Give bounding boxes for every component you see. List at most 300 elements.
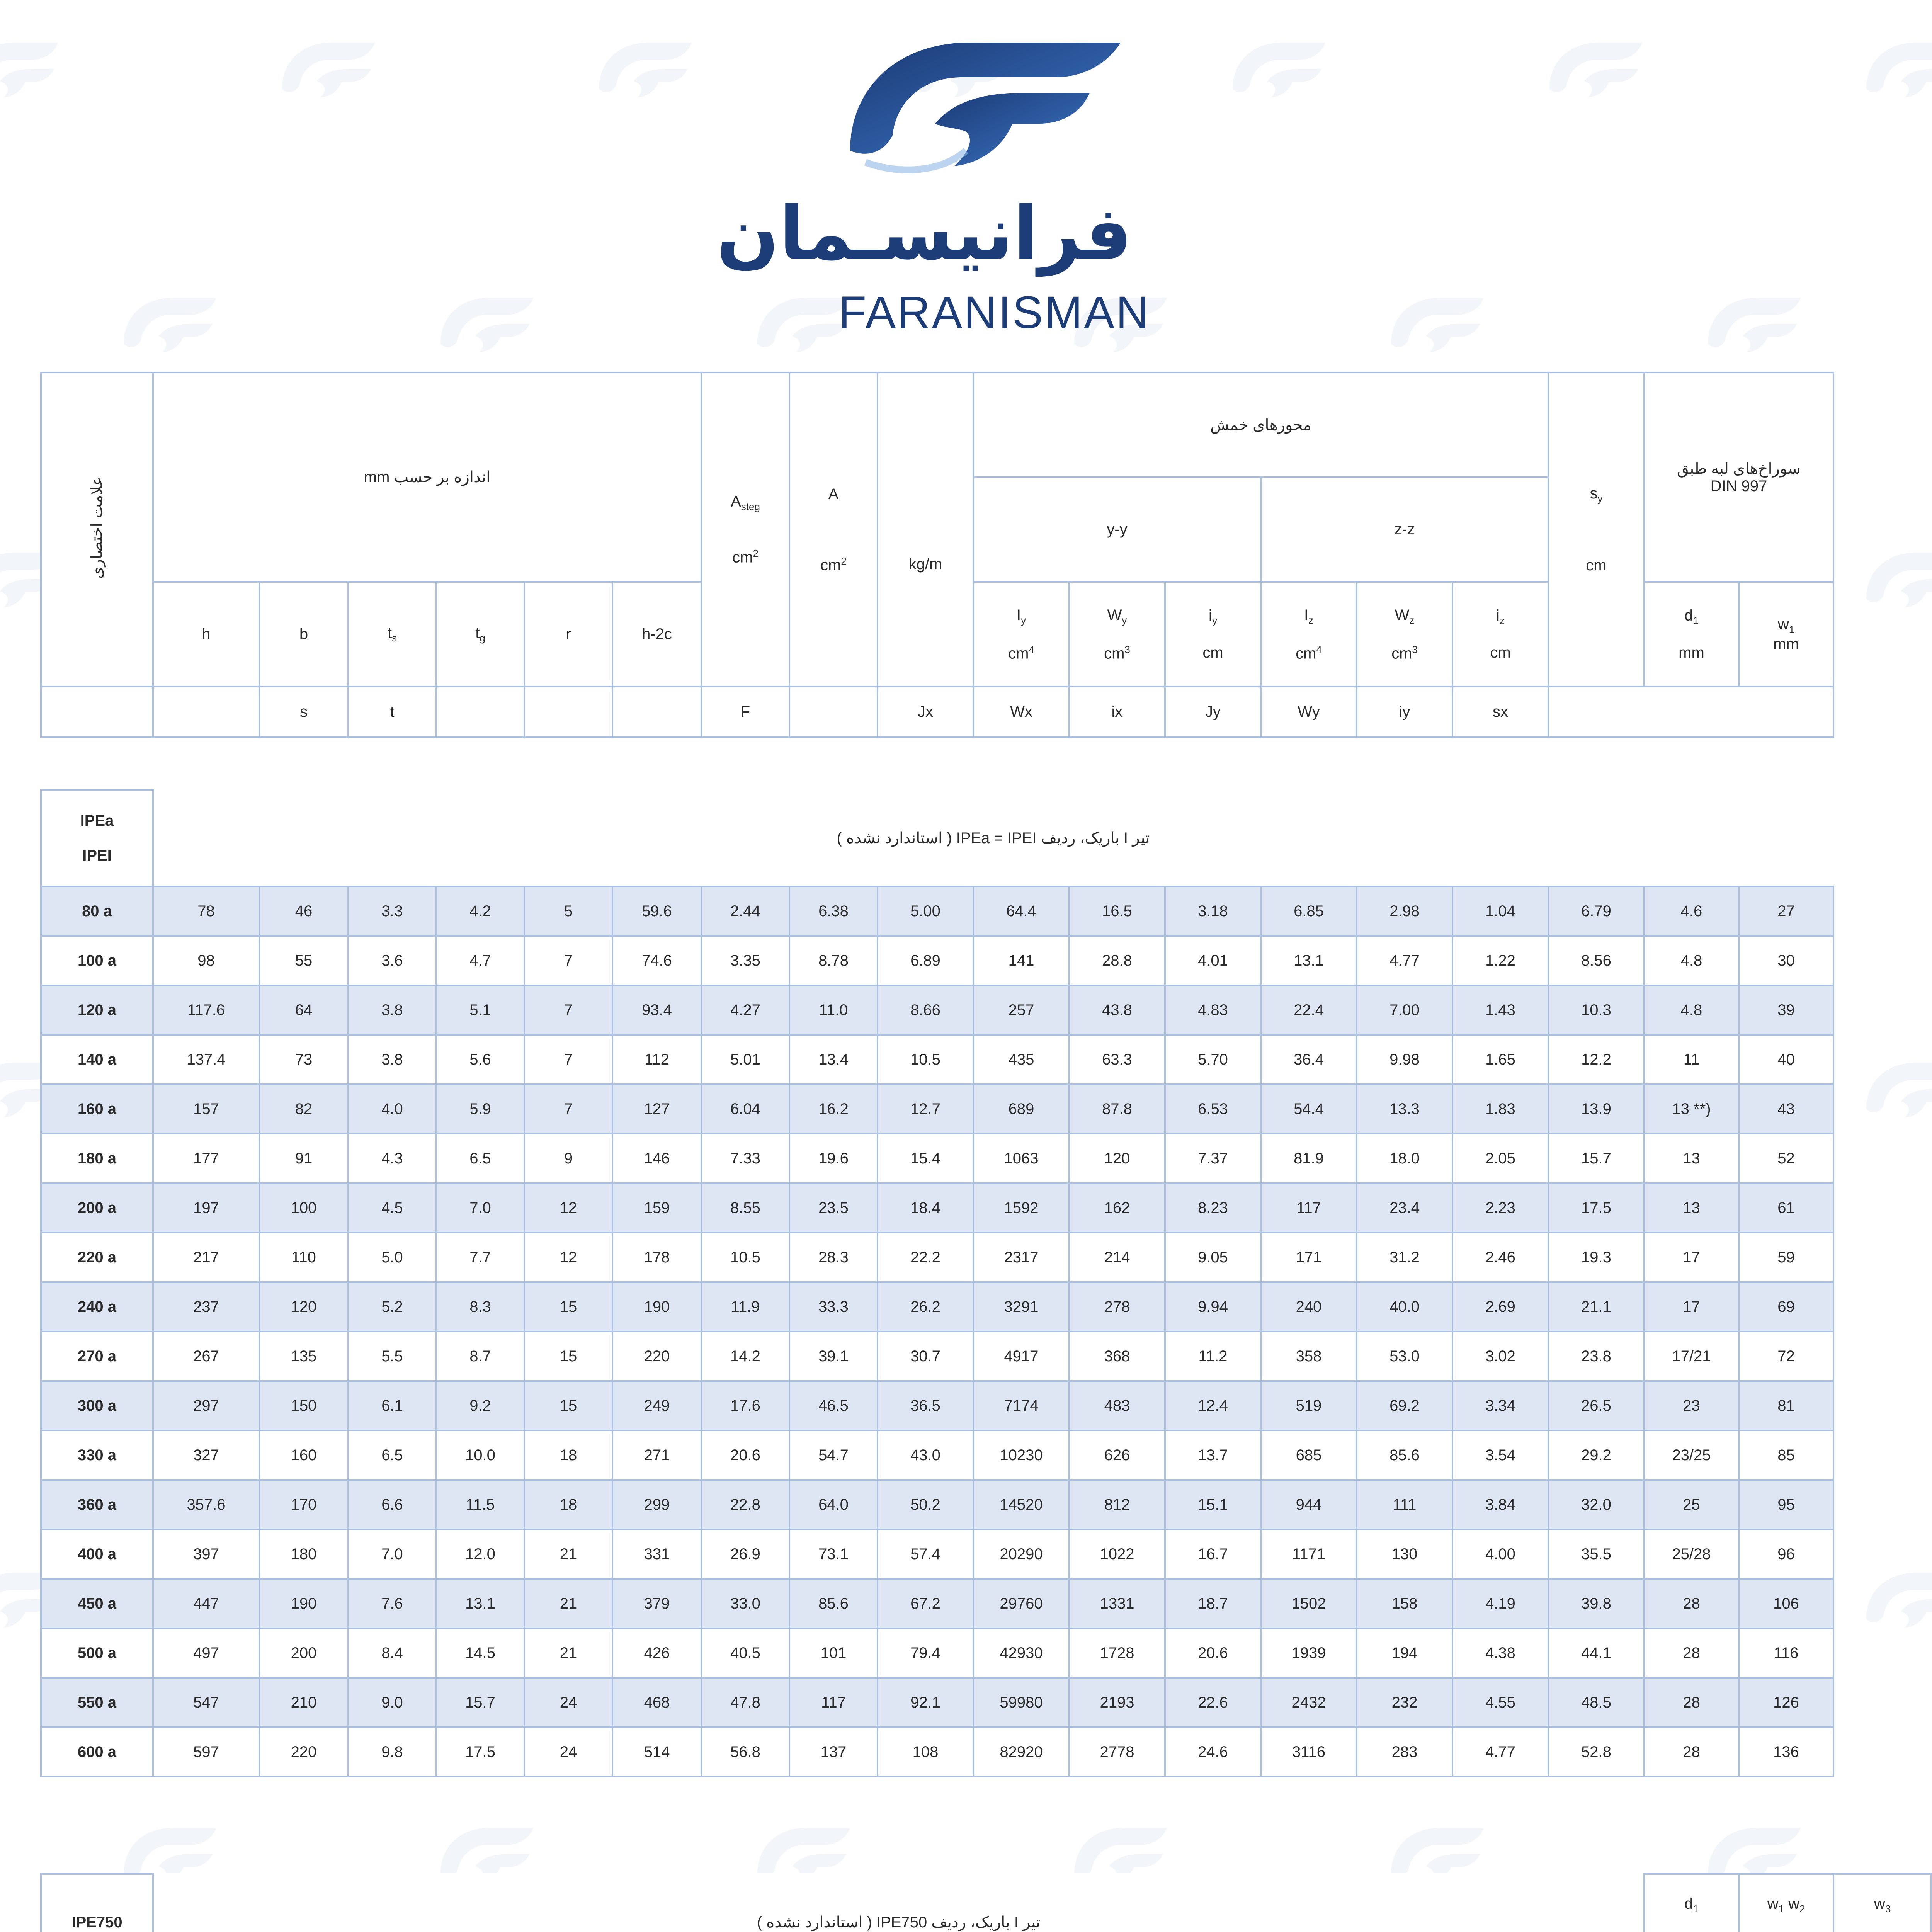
table-cell: 214 (1069, 1233, 1165, 1282)
table-cell: 32.0 (1548, 1480, 1644, 1529)
alias-cell (1548, 687, 1833, 737)
table-cell: 64.4 (973, 886, 1069, 936)
watermark-logo-icon (1862, 1059, 1932, 1121)
table-cell: 28.8 (1069, 936, 1165, 985)
asteg-header: $A_{steg}$ $cm^2$ (701, 372, 789, 687)
table-cell: 56.8 (701, 1727, 789, 1777)
table-cell: 10230 (973, 1430, 1069, 1480)
table-cell: 21 (524, 1579, 612, 1628)
table-cell: 297 (153, 1381, 259, 1430)
table-cell: 85.6 (789, 1579, 878, 1628)
table-cell: 100 (259, 1183, 348, 1233)
table-cell: 17 (1644, 1233, 1739, 1282)
table-cell: 271 (612, 1430, 701, 1480)
table-cell: 2.23 (1452, 1183, 1548, 1233)
table-cell: 1728 (1069, 1628, 1165, 1678)
table-cell: 1063 (973, 1134, 1069, 1183)
table-cell: 4.6 (1644, 886, 1739, 936)
table-cell: 21 (524, 1628, 612, 1678)
table-cell: 299 (612, 1480, 701, 1529)
table-row (41, 1084, 1833, 1134)
table-cell: 4.7 (436, 936, 524, 985)
row-designation: 550 a (41, 1678, 153, 1727)
table-cell: 3.02 (1452, 1332, 1548, 1381)
table-cell: 28 (1644, 1628, 1739, 1678)
table-cell: 67.2 (878, 1579, 973, 1628)
table-row (41, 886, 1833, 936)
table-cell: 127 (612, 1084, 701, 1134)
watermark-logo-icon (1862, 39, 1932, 100)
table-cell: 137 (789, 1727, 878, 1777)
table-cell: 28 (1644, 1579, 1739, 1628)
table-cell: 278 (1069, 1282, 1165, 1332)
alias-cell: t (348, 687, 436, 737)
table-cell: 40.5 (701, 1628, 789, 1678)
table-cell: 283 (1357, 1727, 1452, 1777)
table-cell: 101 (789, 1628, 878, 1678)
table-cell: 11.0 (789, 985, 878, 1035)
table-cell: 249 (612, 1381, 701, 1430)
table-cell: 87.8 (1069, 1084, 1165, 1134)
table-cell: 10.3 (1548, 985, 1644, 1035)
table-cell: 10.0 (436, 1430, 524, 1480)
table-cell: 6.89 (878, 936, 973, 985)
table-cell: 93.4 (612, 985, 701, 1035)
table-cell: 160 (259, 1430, 348, 1480)
table-cell: 4.8 (1644, 985, 1739, 1035)
table-cell: 8.23 (1165, 1183, 1261, 1233)
table-cell: 146 (612, 1134, 701, 1183)
table-cell: 6.53 (1165, 1084, 1261, 1134)
table-cell: 8.55 (701, 1183, 789, 1233)
table-cell: 497 (153, 1628, 259, 1678)
table-cell: 3116 (1261, 1727, 1357, 1777)
table-cell: 1171 (1261, 1529, 1357, 1579)
table-cell: 232 (1357, 1678, 1452, 1727)
col-h2c: h-2c (612, 582, 701, 687)
table-cell: 4.55 (1452, 1678, 1548, 1727)
table-cell: 14.2 (701, 1332, 789, 1381)
alias-cell (789, 687, 878, 737)
table-cell: 69.2 (1357, 1381, 1452, 1430)
table-cell: 4.01 (1165, 936, 1261, 985)
table-cell: 9.2 (436, 1381, 524, 1430)
table-cell: 48.5 (1548, 1678, 1644, 1727)
table-cell: 39.1 (789, 1332, 878, 1381)
table-cell: 33.3 (789, 1282, 878, 1332)
col-iz: $i_z$ cm (1452, 582, 1548, 687)
table-cell: 6.85 (1261, 886, 1357, 936)
ipea-table (40, 789, 1834, 1777)
table-cell: 24 (524, 1727, 612, 1777)
table-cell: 6.79 (1548, 886, 1644, 936)
row-designation: 80 a (41, 886, 153, 936)
table-row (41, 1035, 1833, 1084)
table-cell: 4.2 (436, 886, 524, 936)
table-cell: 9.94 (1165, 1282, 1261, 1332)
ipe750-title: تیر I باریک، ردیف IPE750 ( استاندارد نشده ) (153, 1874, 1644, 1932)
table-cell: 22.2 (878, 1233, 973, 1282)
table-cell: 16.2 (789, 1084, 878, 1134)
table-cell: 1.43 (1452, 985, 1548, 1035)
table-row (41, 936, 1833, 985)
table-cell: 6.1 (348, 1381, 436, 1430)
table-cell: 13.4 (789, 1035, 878, 1084)
table-cell: 111 (1357, 1480, 1452, 1529)
table-cell: 7.6 (348, 1579, 436, 1628)
watermark-logo-icon (1862, 549, 1932, 611)
watermark-logo-icon (1704, 294, 1804, 355)
table-cell: 5.5 (348, 1332, 436, 1381)
alias-cell (524, 687, 612, 737)
table-cell: 85.6 (1357, 1430, 1452, 1480)
watermark-logo-icon (278, 39, 379, 100)
row-designation: 200 a (41, 1183, 153, 1233)
alias-cell: Jx (878, 687, 973, 737)
col-b: b (259, 582, 348, 687)
table-cell: 447 (153, 1579, 259, 1628)
table-cell: 81 (1739, 1381, 1833, 1430)
table-cell: 12.2 (1548, 1035, 1644, 1084)
table-cell: 9.98 (1357, 1035, 1452, 1084)
table-cell: 13.1 (1261, 936, 1357, 985)
table-cell: 9.0 (348, 1678, 436, 1727)
table-cell: 24 (524, 1678, 612, 1727)
table-cell: 8.7 (436, 1332, 524, 1381)
table-cell: 2.05 (1452, 1134, 1548, 1183)
table-cell: 1.22 (1452, 936, 1548, 985)
ipe750-table (40, 1873, 1932, 1932)
table-cell: 4.77 (1357, 936, 1452, 985)
table-cell: 2.98 (1357, 886, 1452, 936)
table-cell: 4.5 (348, 1183, 436, 1233)
watermark-logo-icon (595, 39, 696, 100)
table-cell: 59 (1739, 1233, 1833, 1282)
table-row (41, 1381, 1833, 1430)
table-cell: 7.7 (436, 1233, 524, 1282)
ipe750-col-d1: $d_1$ (1644, 1874, 1739, 1932)
table-cell: 13.7 (1165, 1430, 1261, 1480)
table-cell: 26.2 (878, 1282, 973, 1332)
table-cell: 11 (1644, 1035, 1739, 1084)
table-row (41, 1727, 1833, 1777)
table-cell: 43 (1739, 1084, 1833, 1134)
table-cell: 5.70 (1165, 1035, 1261, 1084)
table-cell: 379 (612, 1579, 701, 1628)
table-cell: 15 (524, 1381, 612, 1430)
table-cell: 112 (612, 1035, 701, 1084)
table-cell: 137.4 (153, 1035, 259, 1084)
table-cell: 25/28 (1644, 1529, 1739, 1579)
table-cell: 23.4 (1357, 1183, 1452, 1233)
table-cell: 91 (259, 1134, 348, 1183)
row-designation: 100 a (41, 936, 153, 985)
watermark-logo-icon (1862, 1569, 1932, 1631)
table-cell: 18.7 (1165, 1579, 1261, 1628)
table-cell: 52 (1739, 1134, 1833, 1183)
alias-cell: ix (1069, 687, 1165, 737)
table-cell: 57.4 (878, 1529, 973, 1579)
table-cell: 217 (153, 1233, 259, 1282)
row-designation: 330 a (41, 1430, 153, 1480)
row-designation: 160 a (41, 1084, 153, 1134)
table-cell: 55 (259, 936, 348, 985)
table-cell: 7 (524, 1084, 612, 1134)
table-cell: 159 (612, 1183, 701, 1233)
table-row (41, 1678, 1833, 1727)
table-cell: 106 (1739, 1579, 1833, 1628)
table-cell: 141 (973, 936, 1069, 985)
col-iy: $i_y$ cm (1165, 582, 1261, 687)
table-cell: 73 (259, 1035, 348, 1084)
table-cell: 514 (612, 1727, 701, 1777)
table-cell: 28 (1644, 1727, 1739, 1777)
table-cell: 17 (1644, 1282, 1739, 1332)
alias-cell (612, 687, 701, 737)
table-cell: 36.4 (1261, 1035, 1357, 1084)
table-cell: 6.6 (348, 1480, 436, 1529)
table-cell: 1331 (1069, 1579, 1165, 1628)
table-cell: 64 (259, 985, 348, 1035)
table-cell: 368 (1069, 1332, 1165, 1381)
table-cell: 18.4 (878, 1183, 973, 1233)
alias-cell: Jy (1165, 687, 1261, 737)
table-cell: 108 (878, 1727, 973, 1777)
table-cell: 30.7 (878, 1332, 973, 1381)
table-cell: 197 (153, 1183, 259, 1233)
table-cell: 2778 (1069, 1727, 1165, 1777)
alias-cell: iy (1357, 687, 1452, 737)
table-cell: 82920 (973, 1727, 1069, 1777)
table-cell: 42930 (973, 1628, 1069, 1678)
table-cell: 14520 (973, 1480, 1069, 1529)
alias-cell: F (701, 687, 789, 737)
table-cell: 4.0 (348, 1084, 436, 1134)
table-cell: 18.0 (1357, 1134, 1452, 1183)
table-cell: 17.5 (1548, 1183, 1644, 1233)
table-cell: 8.3 (436, 1282, 524, 1332)
table-cell: 11.2 (1165, 1332, 1261, 1381)
table-cell: 171 (1261, 1233, 1357, 1282)
table-cell: 12 (524, 1233, 612, 1282)
table-cell: 61 (1739, 1183, 1833, 1233)
table-cell: 12.7 (878, 1084, 973, 1134)
table-cell: 6.38 (789, 886, 878, 936)
table-cell: 120 (259, 1282, 348, 1332)
table-cell: 7.0 (436, 1183, 524, 1233)
table-cell: 120 (1069, 1134, 1165, 1183)
table-cell: 13.9 (1548, 1084, 1644, 1134)
row-designation: 400 a (41, 1529, 153, 1579)
table-cell: 626 (1069, 1430, 1165, 1480)
table-cell: 117 (789, 1678, 878, 1727)
table-row (41, 1430, 1833, 1480)
table-cell: 15.1 (1165, 1480, 1261, 1529)
alias-cell: Wx (973, 687, 1069, 737)
table-cell: 190 (259, 1579, 348, 1628)
table-cell: 5.00 (878, 886, 973, 936)
table-cell: 7174 (973, 1381, 1069, 1430)
table-cell: 136 (1739, 1727, 1833, 1777)
table-cell: 46 (259, 886, 348, 936)
row-designation: 120 a (41, 985, 153, 1035)
alias-cell (436, 687, 524, 737)
ipe750-col-w3: $w_3$ (1833, 1874, 1931, 1932)
table-cell: 180 (259, 1529, 348, 1579)
row-designation: 600 a (41, 1727, 153, 1777)
alias-cell: sx (1452, 687, 1548, 737)
table-cell: 3.18 (1165, 886, 1261, 936)
table-row (41, 1183, 1833, 1233)
table-cell: 126 (1739, 1678, 1833, 1727)
table-cell: 130 (1357, 1529, 1452, 1579)
table-cell: 944 (1261, 1480, 1357, 1529)
table-cell: 11.9 (701, 1282, 789, 1332)
brand-name-en: FARANISMAN (838, 287, 1151, 338)
table-cell: 27 (1739, 886, 1833, 936)
table-cell: 4.77 (1452, 1727, 1548, 1777)
table-cell: 29760 (973, 1579, 1069, 1628)
table-cell: 5.6 (436, 1035, 524, 1084)
table-cell: 96 (1739, 1529, 1833, 1579)
table-cell: 35.5 (1548, 1529, 1644, 1579)
table-cell: 3.35 (701, 936, 789, 985)
table-cell: 23/25 (1644, 1430, 1739, 1480)
table-cell: 519 (1261, 1381, 1357, 1430)
row-designation: 360 a (41, 1480, 153, 1529)
table-cell: 17.5 (436, 1727, 524, 1777)
table-cell: 21 (524, 1529, 612, 1579)
table-cell: 3.54 (1452, 1430, 1548, 1480)
table-cell: 23 (1644, 1381, 1739, 1430)
table-cell: 18 (524, 1430, 612, 1480)
col-w1: $w_1$ mm (1739, 582, 1833, 687)
table-cell: 220 (612, 1332, 701, 1381)
designation-label: علامت اختصاری (88, 476, 105, 579)
table-row (41, 1579, 1833, 1628)
table-cell: 64.0 (789, 1480, 878, 1529)
table-cell: 63.3 (1069, 1035, 1165, 1084)
table-cell: 4.8 (1644, 936, 1739, 985)
table-cell: 257 (973, 985, 1069, 1035)
table-cell: 81.9 (1261, 1134, 1357, 1183)
sy-header: $s_y$ cm (1548, 372, 1644, 687)
table-cell: 16.5 (1069, 886, 1165, 936)
table-cell: 50.2 (878, 1480, 973, 1529)
axis-zz-header: z-z (1261, 477, 1548, 582)
table-cell: 21.1 (1548, 1282, 1644, 1332)
table-cell: 26.9 (701, 1529, 789, 1579)
table-cell: 117.6 (153, 985, 259, 1035)
table-cell: 22.6 (1165, 1678, 1261, 1727)
table-cell: 2432 (1261, 1678, 1357, 1727)
table-row (41, 1480, 1833, 1529)
table-cell: 78 (153, 886, 259, 936)
table-cell: 22.4 (1261, 985, 1357, 1035)
watermark-logo-icon (1229, 39, 1329, 100)
table-cell: 14.5 (436, 1628, 524, 1678)
table-cell: 162 (1069, 1183, 1165, 1233)
table-cell: 59980 (973, 1678, 1069, 1727)
table-cell: 1.83 (1452, 1084, 1548, 1134)
row-designation: 240 a (41, 1282, 153, 1332)
designation-header-cell (41, 372, 153, 687)
table-cell: 15 (524, 1332, 612, 1381)
ipea-label-cell: IPEa IPEI (41, 790, 153, 886)
table-cell: 13.3 (1357, 1084, 1452, 1134)
table-cell: 9.05 (1165, 1233, 1261, 1282)
table-cell: 20290 (973, 1529, 1069, 1579)
table-cell: 74.6 (612, 936, 701, 985)
table-cell: 69 (1739, 1282, 1833, 1332)
table-cell: 4.83 (1165, 985, 1261, 1035)
row-designation: 220 a (41, 1233, 153, 1282)
table-cell: 117 (1261, 1183, 1357, 1233)
bending-axes-header: محورهای خمش (973, 372, 1548, 477)
table-cell: 79.4 (878, 1628, 973, 1678)
table-cell: 4.3 (348, 1134, 436, 1183)
table-cell: 267 (153, 1332, 259, 1381)
table-cell: 5.2 (348, 1282, 436, 1332)
table-cell: 110 (259, 1233, 348, 1282)
table-row (41, 1282, 1833, 1332)
table-cell: 30 (1739, 936, 1833, 985)
table-cell: 39 (1739, 985, 1833, 1035)
table-cell: 10.5 (701, 1233, 789, 1282)
table-cell: 22.8 (701, 1480, 789, 1529)
holes-header: سوراخ‌های لبه طبق DIN 997 (1644, 372, 1833, 582)
table-cell: 18 (524, 1480, 612, 1529)
ipea-title: تیر I باریک، ردیف IPEa = IPEI ( استاندارد نشده ) (153, 790, 1833, 886)
table-cell: 72 (1739, 1332, 1833, 1381)
table-cell: 2.69 (1452, 1282, 1548, 1332)
table-cell: 3.6 (348, 936, 436, 985)
table-cell: 8.56 (1548, 936, 1644, 985)
table-cell: 1.04 (1452, 886, 1548, 936)
table-cell: 13 **) (1644, 1084, 1739, 1134)
table-cell: 194 (1357, 1628, 1452, 1678)
table-cell: 158 (1357, 1579, 1452, 1628)
table-cell: 36.5 (878, 1381, 973, 1430)
col-Wz: $W_z$ $cm^3$ (1357, 582, 1452, 687)
table-row (41, 985, 1833, 1035)
brand-name-fa: فرانیسـمان (716, 191, 1132, 276)
table-cell: 1502 (1261, 1579, 1357, 1628)
table-cell: 7.00 (1357, 985, 1452, 1035)
table-cell: 1022 (1069, 1529, 1165, 1579)
table-cell: 135 (259, 1332, 348, 1381)
row-designation: 300 a (41, 1381, 153, 1430)
table-row (41, 1628, 1833, 1678)
row-designation: 180 a (41, 1134, 153, 1183)
table-cell: 4.27 (701, 985, 789, 1035)
table-cell: 468 (612, 1678, 701, 1727)
table-cell: 82 (259, 1084, 348, 1134)
table-cell: 483 (1069, 1381, 1165, 1430)
table-cell: 73.1 (789, 1529, 878, 1579)
table-cell: 5 (524, 886, 612, 936)
table-cell: 33.0 (701, 1579, 789, 1628)
table-cell: 13 (1644, 1134, 1739, 1183)
table-cell: 53.0 (1357, 1332, 1452, 1381)
table-cell: 6.04 (701, 1084, 789, 1134)
table-cell: 11.5 (436, 1480, 524, 1529)
table-cell: 6.5 (348, 1430, 436, 1480)
table-cell: 220 (259, 1727, 348, 1777)
table-cell: 15 (524, 1282, 612, 1332)
table-cell: 435 (973, 1035, 1069, 1084)
table-cell: 9.8 (348, 1727, 436, 1777)
